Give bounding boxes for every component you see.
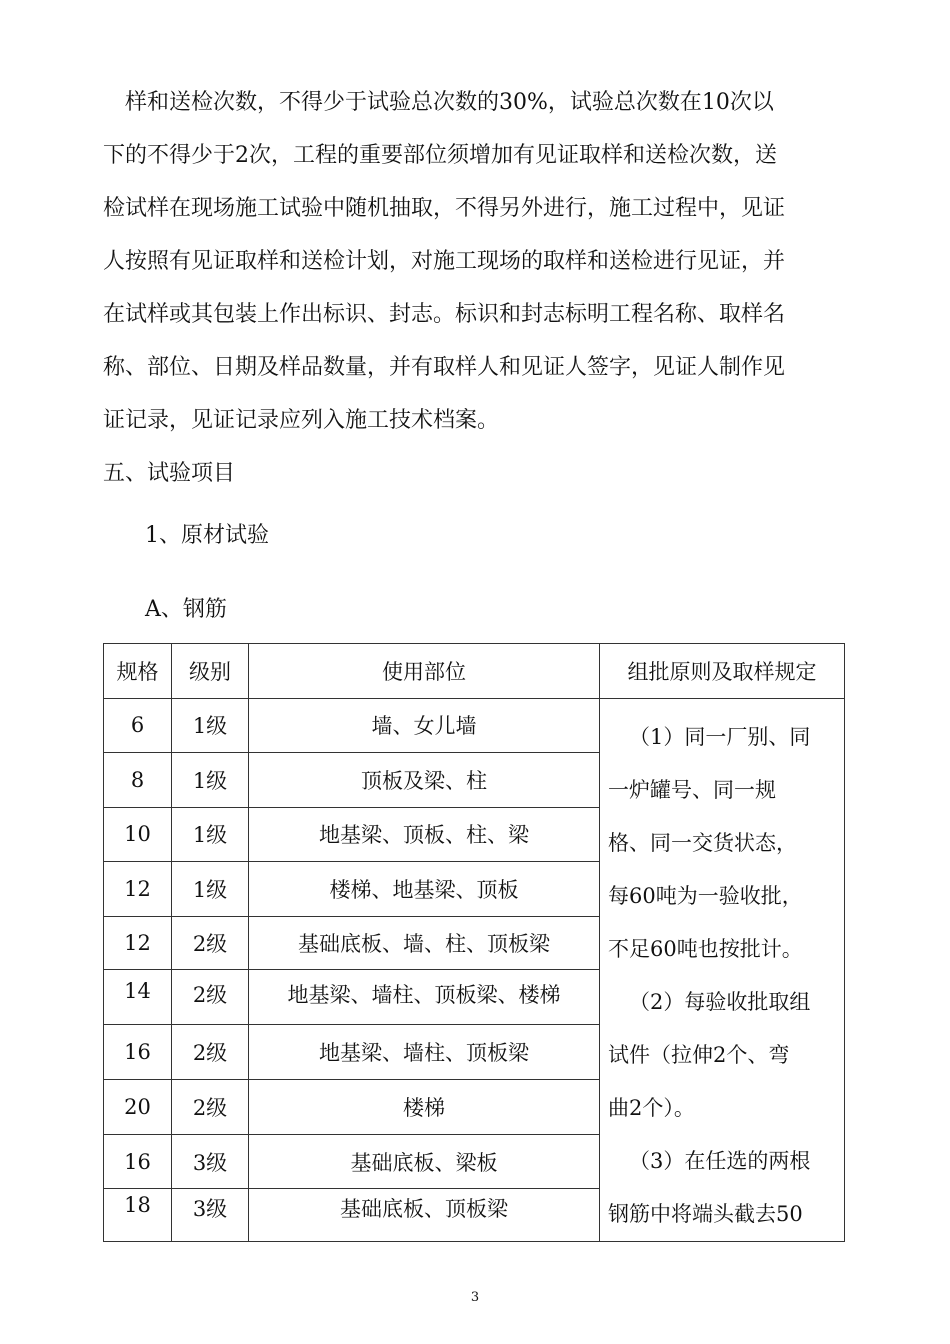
paragraph-line: 证记录，见证记录应列入施工技术档案。 xyxy=(103,408,500,433)
cell-grade: 1级 xyxy=(172,752,249,807)
rules-line: 每60吨为一验收批， xyxy=(608,884,803,908)
cell-usage: 楼梯 xyxy=(249,1080,600,1135)
cell-grade: 3级 xyxy=(172,1135,249,1189)
cell-usage: 基础底板、顶板梁 xyxy=(249,1189,600,1242)
cell-spec: 16 xyxy=(104,1135,172,1189)
table-header-row xyxy=(104,644,845,699)
cell-grade: 1级 xyxy=(172,807,249,861)
cell-grade: 3级 xyxy=(172,1189,249,1242)
rules-line: （3）在任选的两根 xyxy=(629,1149,811,1173)
paragraph-line: 检试样在现场施工试验中随机抽取，不得另外进行，施工过程中，见证 xyxy=(103,196,786,221)
rules-line: 一炉罐号、同一规 xyxy=(608,778,776,802)
header-usage: 使用部位 xyxy=(249,644,600,699)
cell-usage: 地基梁、顶板、柱、梁 xyxy=(249,807,600,861)
cell-grade: 1级 xyxy=(172,861,249,916)
rules-cell xyxy=(600,699,845,1242)
paragraph-line: 称、部位、日期及样品数量，并有取样人和见证人签字，见证人制作见 xyxy=(103,355,786,380)
rules-line: 格、同一交货状态， xyxy=(608,831,797,855)
paragraph-line: 样和送检次数，不得少于试验总次数的30%，试验总次数在10次以 xyxy=(103,90,774,115)
cell-spec: 12 xyxy=(104,861,172,916)
header-spec: 规格 xyxy=(104,644,172,699)
header-rules: 组批原则及取样规定 xyxy=(600,644,845,699)
rules-line: 钢筋中将端头截去50 xyxy=(608,1202,803,1226)
item-title: A、钢筋 xyxy=(145,597,227,622)
cell-spec: 18 xyxy=(104,1189,172,1242)
cell-spec: 16 xyxy=(104,1025,172,1080)
cell-grade: 2级 xyxy=(172,1025,249,1080)
cell-grade: 2级 xyxy=(172,916,249,970)
subsection-title: 1、原材试验 xyxy=(145,523,269,548)
cell-usage: 楼梯、地基梁、顶板 xyxy=(249,861,600,916)
cell-spec: 12 xyxy=(104,916,172,970)
rules-line: 不足60吨也按批计。 xyxy=(608,937,803,961)
cell-spec: 6 xyxy=(104,699,172,753)
paragraph-line: 人按照有见证取样和送检计划，对施工现场的取样和送检进行见证，并 xyxy=(103,249,786,274)
cell-grade: 2级 xyxy=(172,1080,249,1135)
cell-grade: 1级 xyxy=(172,699,249,753)
cell-usage: 墙、女儿墙 xyxy=(249,699,600,753)
paragraph-line: 下的不得少于2次，工程的重要部位须增加有见证取样和送检次数，送 xyxy=(103,143,777,168)
rules-line: 曲2个）。 xyxy=(608,1096,695,1120)
paragraph-line: 在试样或其包装上作出标识、封志。标识和封志标明工程名称、取样名 xyxy=(103,302,786,327)
cell-usage: 地基梁、墙柱、顶板梁 xyxy=(249,1025,600,1080)
rules-line: 试件（拉伸2个、弯 xyxy=(608,1043,790,1067)
intro-paragraph xyxy=(103,76,843,447)
cell-spec: 14 xyxy=(104,970,172,1025)
section-title: 五、试验项目 xyxy=(103,461,236,486)
rules-line: （2）每验收批取组 xyxy=(629,990,811,1014)
rules-line: （1）同一厂别、同 xyxy=(629,725,811,749)
cell-spec: 10 xyxy=(104,807,172,861)
cell-grade: 2级 xyxy=(172,970,249,1025)
cell-usage: 地基梁、墙柱、顶板梁、楼梯 xyxy=(249,970,600,1025)
cell-spec: 20 xyxy=(104,1080,172,1135)
header-grade: 级别 xyxy=(172,644,249,699)
page-number: 3 xyxy=(470,1290,480,1305)
cell-usage: 基础底板、墙、柱、顶板梁 xyxy=(249,916,600,970)
cell-usage: 基础底板、梁板 xyxy=(249,1135,600,1189)
cell-usage: 顶板及梁、柱 xyxy=(249,752,600,807)
table-row xyxy=(104,699,845,753)
cell-spec: 8 xyxy=(104,752,172,807)
rebar-table xyxy=(103,643,845,1242)
